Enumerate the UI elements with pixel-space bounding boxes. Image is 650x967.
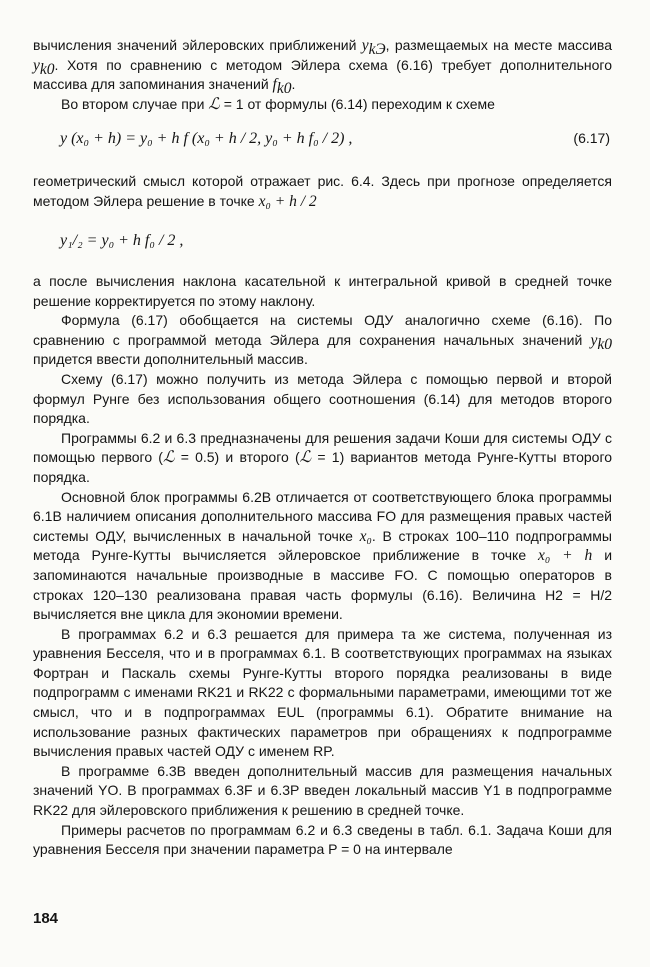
- paragraph-10: В программе 6.3B введен дополнительный массив для размещения начальных значений YO. В программах 6.3F и 6.3P введен локальный массив Y1 в подпрограмме RK22 для эйлеровского приближения к решению в средней точке.: [33, 762, 612, 819]
- paragraph-6: Схему (6.17) можно получить из метода Эйлера с помощью первой и второй формул Рунге без использования общего соотношения (6.14) для методов второго порядка.: [33, 370, 612, 427]
- formula-6-17-number: (6.17): [573, 130, 610, 146]
- p1-sub-k0: k0: [39, 60, 55, 78]
- p1-text-d: .: [291, 76, 296, 93]
- p8-text-c: и запоминаются начальные производные в массиве FO. С помощью операторов в строках 120–130 реализована правая часть формулы (6.16). Величина H2 = H/2 вычисляется вне цикла для экономии времени.: [33, 547, 613, 623]
- p1-text-c: . Хотя по сравнению с методом Эйлера схема (6.16) требует дополнительного массива для запоминания значений: [33, 56, 612, 93]
- p1-var-f: f: [272, 76, 277, 94]
- formula-6-17-text: y (x₀ + h) = y₀ + h f (x₀ + h / 2, y₀ + h f₀ / 2) ,: [60, 130, 353, 147]
- p7-text-a: Программы 6.2 и 6.3 предназначены для решения задачи Коши для системы ОДУ с помощью первого (: [33, 429, 612, 466]
- p8-text-a: Основной блок программы 6.2B отличается от соответствующего блока программы 6.1B наличием описания дополнительного массива FO для размещения правых частей системы ОДУ, вычисленных в начальной точке: [33, 488, 612, 544]
- p8-text-b: . В строках 100–110 подпрограммы метода Рунге-Кутты вычисляется эйлеровское приближение в точке: [33, 527, 612, 564]
- formula-6-17: [60, 130, 610, 148]
- p8-var-x0: x₀: [359, 527, 372, 545]
- paragraph-11: Примеры расчетов по программам 6.2 и 6.3 сведены в табл. 6.1. Задача Коши для уравнения Бесселя при значении параметра P = 0 на интервале: [33, 821, 612, 858]
- p3-text-a: геометрический смысл которой отражает рис. 6.4. Здесь при прогнозе определяется методом Эйлера решение в точке: [33, 173, 612, 209]
- text-block-main: [33, 272, 612, 860]
- text-block-mid: [33, 172, 612, 211]
- paragraph-4: а после вычисления наклона касательной к интегральной кривой в средней точке решение корректируется по этому наклону.: [33, 273, 612, 309]
- p7-text-b: = 0.5) и второго (: [180, 449, 300, 466]
- paragraph-5: [33, 311, 612, 370]
- text-block-top: [33, 36, 612, 114]
- paragraph-3: [33, 172, 612, 211]
- p3-expr: x₀ + h / 2: [258, 192, 317, 210]
- p8-expr: x₀ + h: [538, 547, 593, 565]
- p7-script-l2: ℒ: [299, 449, 312, 467]
- p1-var-y: y: [361, 37, 369, 54]
- paragraph-7: [33, 429, 612, 488]
- p2-text-b: = 1 от формулы (6.14) переходим к схеме: [223, 95, 495, 112]
- paragraph-2: [33, 95, 612, 115]
- p1-sub-kE: kЭ: [368, 40, 386, 58]
- paragraph-1: [33, 36, 612, 95]
- p7-text-c: = 1) вариантов метода Рунге-Кутты второго порядка.: [33, 449, 613, 485]
- p1-text-a: вычисления значений эйлеровских приближений: [33, 37, 357, 53]
- p7-script-l1: ℒ: [162, 449, 175, 467]
- p5-var-y: y: [590, 331, 598, 349]
- paragraph-9: В программах 6.2 и 6.3 решается для примера та же система, полученная из уравнения Бесселя, что и в программах 6.1. В соответствующих программах на языках Фортран и Паскаль схемы Рунге-Кутты второго порядка реализованы в виде подпрограмм с именами RK21 и RK22 с формальными параметрами, имеющими тот же смысл, что и в подпрограммах EUL (программы 6.1). Обратите внимание на использование разных фактических параметров при обращениях к подпрограмме вычисления правых частей ОДУ с именем RP.: [33, 625, 612, 760]
- p5-text-b: придется ввести дополнительный массив.: [33, 351, 308, 368]
- page-number: 184: [33, 910, 59, 927]
- formula-half-step-text: y₁/₂ = y₀ + h f₀ / 2 ,: [60, 232, 184, 249]
- p1-sub-k0-f: k0: [276, 79, 292, 97]
- paragraph-8: [33, 488, 612, 625]
- p2-script-l: ℒ: [208, 95, 220, 113]
- p2-text-a: Во втором случае при: [61, 95, 205, 112]
- p1-text-b: , размещаемых на месте массива: [385, 37, 612, 53]
- p5-text-a: Формула (6.17) обобщается на системы ОДУ аналогично схеме (6.16). По сравнению с программой метода Эйлера для сохранения начальных значений: [33, 312, 612, 348]
- p5-sub-k0: k0: [597, 335, 612, 353]
- p1-var-y2: y: [33, 56, 40, 74]
- formula-half-step: [60, 232, 610, 250]
